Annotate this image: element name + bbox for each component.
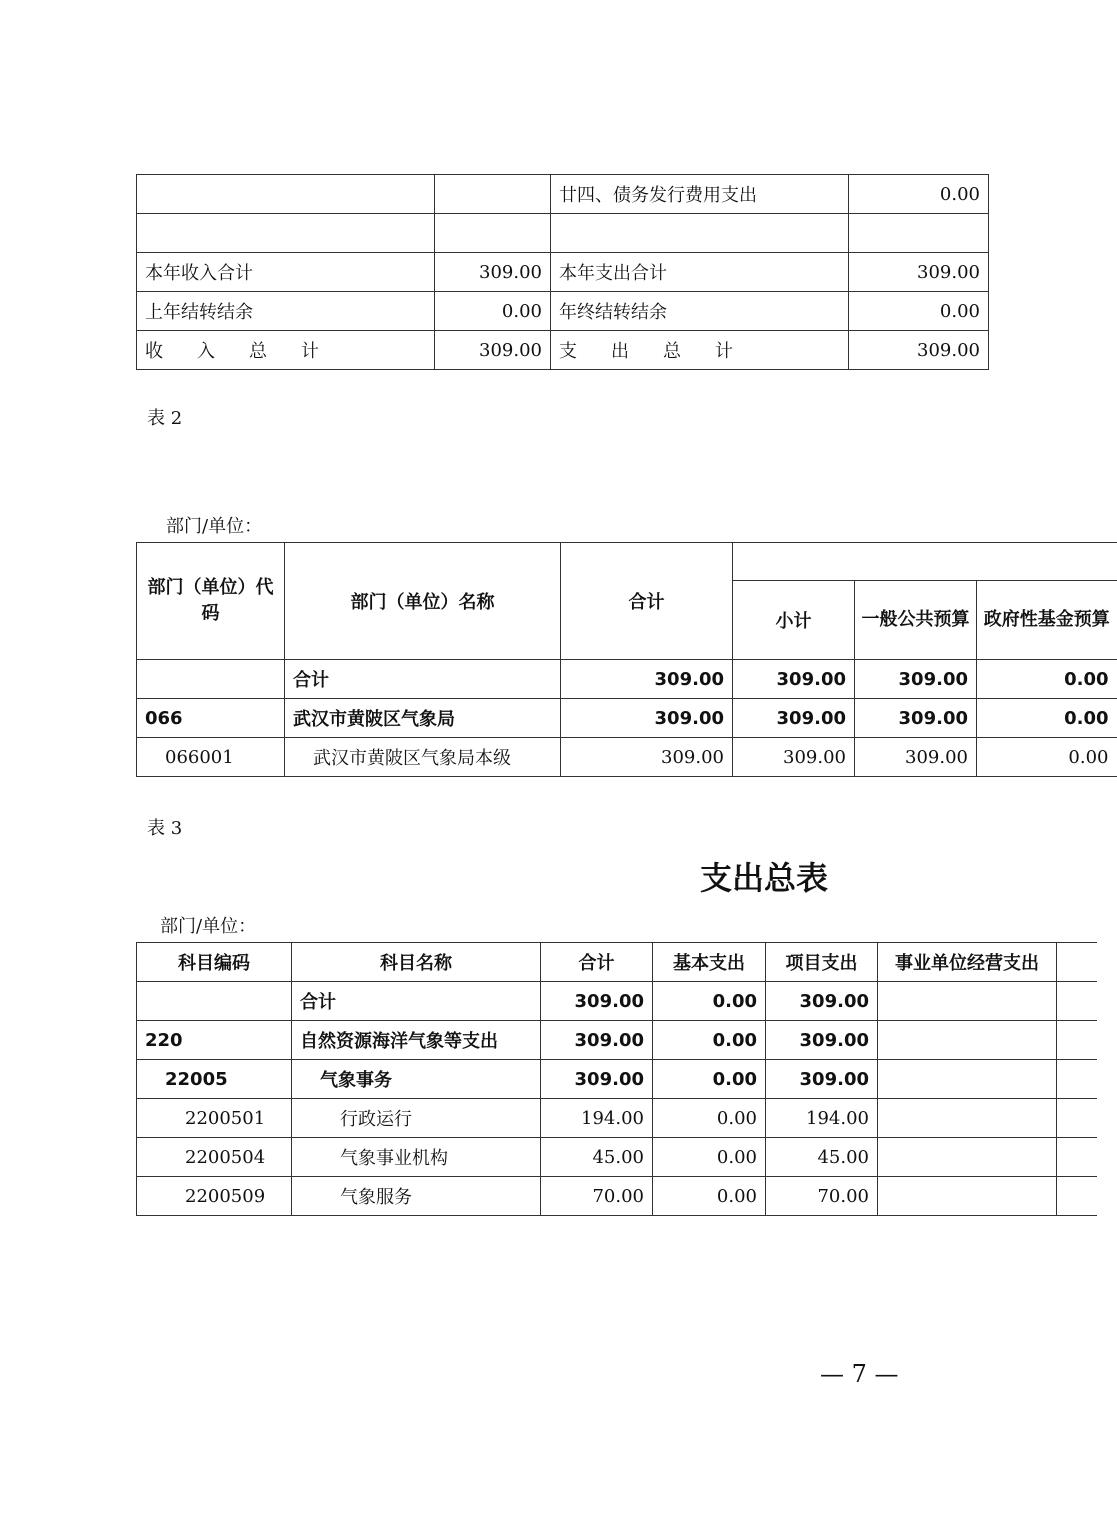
overflow-cell — [1057, 1099, 1097, 1138]
total-amount: 309.00 — [561, 660, 733, 699]
general-amount: 309.00 — [855, 699, 977, 738]
overflow-cell — [1057, 1021, 1097, 1060]
income-amount: 309.00 — [435, 331, 551, 370]
header-subject-name: 科目名称 — [292, 943, 541, 982]
page-number: — 7 — — [820, 1360, 899, 1388]
expense-item: 廿四、债务发行费用支出 — [551, 175, 849, 214]
table-row — [137, 699, 1117, 738]
total-amount: 309.00 — [561, 738, 733, 777]
dept-name: 武汉市黄陂区气象局本级 — [285, 738, 561, 777]
header-total: 合计 — [541, 943, 653, 982]
subject-name: 合计 — [292, 982, 541, 1021]
total-amount: 309.00 — [561, 699, 733, 738]
total-amount: 45.00 — [541, 1138, 653, 1177]
unit-label: 部门/单位： — [166, 516, 263, 537]
income-amount — [435, 214, 551, 253]
expense-amount: 309.00 — [849, 253, 989, 292]
overflow-cell — [1057, 1177, 1097, 1216]
basic-amount: 0.00 — [653, 1099, 766, 1138]
business-amount — [878, 982, 1057, 1021]
subject-name: 自然资源海洋气象等支出 — [292, 1021, 541, 1060]
basic-amount: 0.00 — [653, 1177, 766, 1216]
expense-amount: 0.00 — [849, 292, 989, 331]
table-row — [137, 1060, 1097, 1099]
header-basic: 基本支出 — [653, 943, 766, 982]
subject-name: 行政运行 — [292, 1099, 541, 1138]
table-3-label: 表 3 — [147, 818, 183, 839]
expense-item: 年终结转结余 — [551, 292, 849, 331]
table-row — [137, 1177, 1097, 1216]
income-item: 上年结转结余 — [137, 292, 435, 331]
header-overflow-cell — [1057, 943, 1097, 982]
project-amount: 309.00 — [766, 1060, 878, 1099]
business-amount — [878, 1177, 1057, 1216]
fund-amount: 0.00 — [977, 699, 1117, 738]
header-dept-code: 部门（单位）代码 — [137, 543, 285, 660]
header-business: 事业单位经营支出 — [878, 943, 1057, 982]
dept-code: 066001 — [137, 738, 285, 777]
dept-code — [137, 660, 285, 699]
income-amount — [435, 175, 551, 214]
project-amount: 45.00 — [766, 1138, 878, 1177]
expense-amount: 309.00 — [849, 331, 989, 370]
basic-amount: 0.00 — [653, 982, 766, 1021]
fund-amount: 0.00 — [977, 660, 1117, 699]
expense-item — [551, 214, 849, 253]
subject-code — [137, 982, 292, 1021]
total-amount: 309.00 — [541, 1021, 653, 1060]
subject-code: 2200504 — [137, 1138, 292, 1177]
overflow-cell — [1057, 1060, 1097, 1099]
income-item — [137, 175, 435, 214]
fund-amount: 0.00 — [977, 738, 1117, 777]
income-amount: 0.00 — [435, 292, 551, 331]
table-row — [137, 982, 1097, 1021]
table-row — [137, 214, 989, 253]
project-amount: 309.00 — [766, 982, 878, 1021]
dept-name: 合计 — [285, 660, 561, 699]
subject-code: 22005 — [137, 1060, 292, 1099]
project-amount: 70.00 — [766, 1177, 878, 1216]
header-dept-name: 部门（单位）名称 — [285, 543, 561, 660]
general-amount: 309.00 — [855, 738, 977, 777]
table-row — [137, 1099, 1097, 1138]
basic-amount: 0.00 — [653, 1021, 766, 1060]
table-row — [137, 738, 1117, 777]
subtotal-amount: 309.00 — [733, 660, 855, 699]
subject-code: 220 — [137, 1021, 292, 1060]
business-amount — [878, 1021, 1057, 1060]
table-row — [137, 1021, 1097, 1060]
header-total: 合计 — [561, 543, 733, 660]
table-row — [137, 253, 989, 292]
business-amount — [878, 1138, 1057, 1177]
header-subject-code: 科目编码 — [137, 943, 292, 982]
header-project: 项目支出 — [766, 943, 878, 982]
table-row — [137, 175, 989, 214]
overflow-cell — [1057, 982, 1097, 1021]
business-amount — [878, 1099, 1057, 1138]
subject-name: 气象服务 — [292, 1177, 541, 1216]
total-amount: 70.00 — [541, 1177, 653, 1216]
basic-amount: 0.00 — [653, 1060, 766, 1099]
table-2-label: 表 2 — [147, 408, 183, 429]
subtotal-amount: 309.00 — [733, 699, 855, 738]
general-amount: 309.00 — [855, 660, 977, 699]
project-amount: 194.00 — [766, 1099, 878, 1138]
subtotal-amount: 309.00 — [733, 738, 855, 777]
subject-name: 气象事务 — [292, 1060, 541, 1099]
total-amount: 309.00 — [541, 1060, 653, 1099]
expense-amount — [849, 214, 989, 253]
table-row — [137, 292, 989, 331]
page-title: 支出总表 — [700, 859, 829, 897]
table-row — [137, 331, 989, 370]
department-budget-table — [136, 542, 1117, 777]
header-subtotal: 小计 — [733, 581, 855, 660]
income-amount: 309.00 — [435, 253, 551, 292]
unit-label: 部门/单位： — [160, 916, 257, 937]
income-item — [137, 214, 435, 253]
income-expense-table — [136, 174, 989, 370]
table-row — [137, 1138, 1097, 1177]
expense-item: 本年支出合计 — [551, 253, 849, 292]
expense-summary-table — [136, 942, 1097, 1216]
income-item: 本年收入合计 — [137, 253, 435, 292]
dept-name: 武汉市黄陂区气象局 — [285, 699, 561, 738]
subject-code: 2200509 — [137, 1177, 292, 1216]
expense-total-label: 支出总计 — [551, 331, 849, 370]
subject-code: 2200501 — [137, 1099, 292, 1138]
business-amount — [878, 1060, 1057, 1099]
header-general-budget: 一般公共预算 — [855, 581, 977, 660]
header-group-blank — [733, 543, 1117, 581]
overflow-cell — [1057, 1138, 1097, 1177]
table-row — [137, 660, 1117, 699]
expense-amount: 0.00 — [849, 175, 989, 214]
project-amount: 309.00 — [766, 1021, 878, 1060]
dept-code: 066 — [137, 699, 285, 738]
basic-amount: 0.00 — [653, 1138, 766, 1177]
header-fund-budget: 政府性基金预算 — [977, 581, 1117, 660]
total-amount: 309.00 — [541, 982, 653, 1021]
subject-name: 气象事业机构 — [292, 1138, 541, 1177]
total-amount: 194.00 — [541, 1099, 653, 1138]
income-total-label: 收入总计 — [137, 331, 435, 370]
